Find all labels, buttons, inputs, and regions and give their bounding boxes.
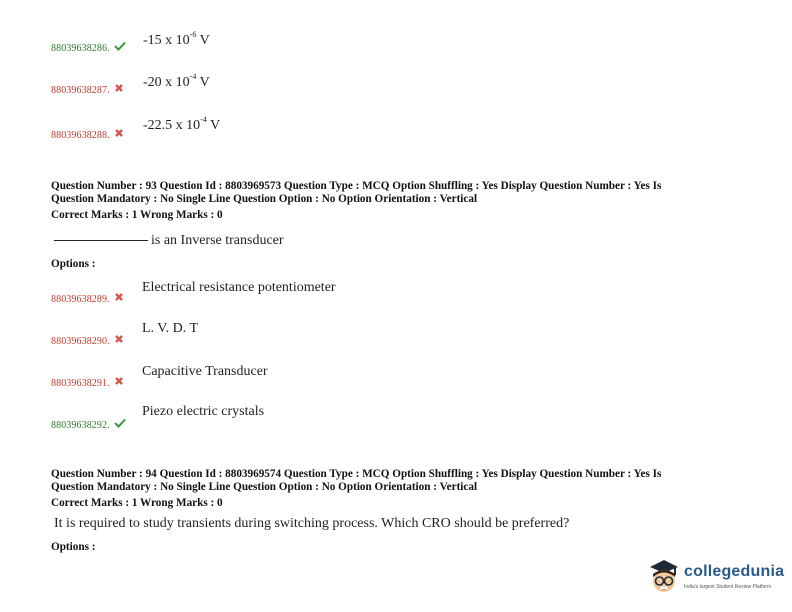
- option-row: [51, 289, 124, 307]
- logo-tagline: India's largest Student Review Platform: [684, 584, 772, 590]
- cross-icon: [114, 331, 124, 349]
- fill-blank: [54, 240, 148, 241]
- option-row: [51, 80, 124, 98]
- cross-icon: [114, 125, 124, 143]
- options-label: Options :: [51, 541, 96, 553]
- option-text: Capacitive Transducer: [142, 364, 268, 379]
- check-icon: [114, 38, 126, 56]
- collegedunia-logo: [646, 557, 786, 597]
- option-text: Piezo electric crystals: [142, 404, 265, 419]
- option-text: -22.5 x $10^{-4}$ V: [143, 115, 221, 133]
- cross-icon: [114, 80, 124, 98]
- option-text: -20 x $10^{-4}$ V: [143, 72, 210, 90]
- question-meta: Question Number : 93 Question Id : 8803969573 Question Type : MCQ Option Shuffling : Yes Display Question Number : Yes Is Question Mandatory : No Single Line Question Option : No Option Orientation : Vertical: [51, 180, 662, 205]
- check-icon: [114, 415, 126, 433]
- option-id: 88039638286.: [51, 43, 110, 54]
- mascot-icon: [646, 557, 682, 595]
- option-row: [51, 331, 124, 349]
- question-marks: Correct Marks : 1 Wrong Marks : 0: [51, 209, 223, 221]
- cross-icon: [114, 373, 124, 391]
- option-row: [51, 373, 124, 391]
- option-text: L. V. D. T: [142, 321, 199, 336]
- question-text: is an Inverse transducer: [54, 233, 284, 249]
- options-label: Options :: [51, 258, 96, 270]
- option-text: -15 x $10^{-6}$ V: [143, 30, 210, 48]
- question-text: It is required to study transients during switching process. Which CRO should be preferred?: [54, 516, 570, 531]
- option-id: 88039638288.: [51, 130, 110, 141]
- cross-icon: [114, 289, 124, 307]
- option-id: 88039638292.: [51, 420, 110, 431]
- option-id: 88039638291.: [51, 378, 110, 389]
- option-id: 88039638287.: [51, 85, 110, 96]
- option-id: 88039638289.: [51, 294, 110, 305]
- option-row: [51, 38, 126, 56]
- option-text: Electrical resistance potentiometer: [142, 280, 336, 295]
- option-id: 88039638290.: [51, 336, 110, 347]
- question-meta: Question Number : 94 Question Id : 8803969574 Question Type : MCQ Option Shuffling : Yes Display Question Number : Yes Is Question Mandatory : No Single Line Question Option : No Option Orientation : Vertical: [51, 468, 662, 493]
- option-row: [51, 415, 126, 433]
- option-row: [51, 125, 124, 143]
- question-marks: Correct Marks : 1 Wrong Marks : 0: [51, 497, 223, 509]
- logo-wordmark: collegedunia: [684, 563, 785, 580]
